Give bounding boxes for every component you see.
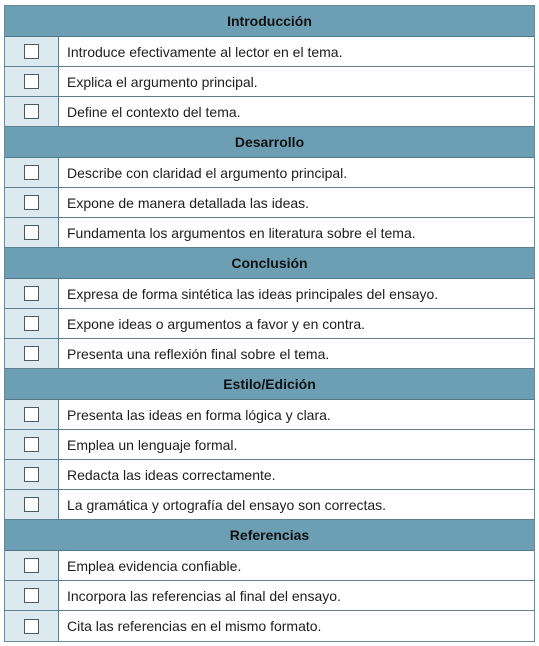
checklist-item-label: Explica el argumento principal. bbox=[59, 67, 534, 96]
checkbox[interactable] bbox=[24, 44, 39, 59]
checklist-item-label: Incorpora las referencias al final del ensayo. bbox=[59, 581, 534, 610]
checkbox[interactable] bbox=[24, 225, 39, 240]
checklist-row bbox=[5, 158, 534, 188]
checkbox-cell bbox=[5, 97, 59, 126]
checklist-item-label: Fundamenta los argumentos en literatura sobre el tema. bbox=[59, 218, 534, 247]
checklist-item-label: Cita las referencias en el mismo formato. bbox=[59, 611, 534, 641]
checkbox-cell bbox=[5, 188, 59, 217]
checkbox[interactable] bbox=[24, 74, 39, 89]
checklist-item-label: Redacta las ideas correctamente. bbox=[59, 460, 534, 489]
checklist-item-label: Expone de manera detallada las ideas. bbox=[59, 188, 534, 217]
checkbox[interactable] bbox=[24, 104, 39, 119]
checkbox-cell bbox=[5, 430, 59, 459]
checklist-item-label: Describe con claridad el argumento principal. bbox=[59, 158, 534, 187]
checklist-item-label: Define el contexto del tema. bbox=[59, 97, 534, 126]
checklist-row bbox=[5, 97, 534, 127]
checklist-row bbox=[5, 309, 534, 339]
section-header: Desarrollo bbox=[5, 127, 534, 158]
checkbox-cell bbox=[5, 218, 59, 247]
checkbox-cell bbox=[5, 309, 59, 338]
checkbox-cell bbox=[5, 339, 59, 368]
checkbox[interactable] bbox=[24, 195, 39, 210]
checkbox-cell bbox=[5, 581, 59, 610]
checklist-item-label: Introduce efectivamente al lector en el tema. bbox=[59, 37, 534, 66]
checkbox-cell bbox=[5, 551, 59, 580]
checklist-row bbox=[5, 339, 534, 369]
checklist-row bbox=[5, 37, 534, 67]
checklist-item-label: Expone ideas o argumentos a favor y en contra. bbox=[59, 309, 534, 338]
checklist-row bbox=[5, 611, 534, 641]
checkbox-cell bbox=[5, 400, 59, 429]
essay-checklist bbox=[4, 5, 535, 642]
checklist-row bbox=[5, 551, 534, 581]
checkbox[interactable] bbox=[24, 286, 39, 301]
checklist-row bbox=[5, 460, 534, 490]
checkbox[interactable] bbox=[24, 407, 39, 422]
section-header: Referencias bbox=[5, 520, 534, 551]
checkbox-cell bbox=[5, 158, 59, 187]
checklist-item-label: Presenta las ideas en forma lógica y clara. bbox=[59, 400, 534, 429]
checklist-row bbox=[5, 67, 534, 97]
checklist-row bbox=[5, 581, 534, 611]
checklist-item-label: Presenta una reflexión final sobre el tema. bbox=[59, 339, 534, 368]
checklist-row bbox=[5, 430, 534, 460]
checklist-row bbox=[5, 218, 534, 248]
checkbox[interactable] bbox=[24, 558, 39, 573]
checklist-item-label: Emplea un lenguaje formal. bbox=[59, 430, 534, 459]
checkbox[interactable] bbox=[24, 437, 39, 452]
checklist-row bbox=[5, 188, 534, 218]
checklist-row bbox=[5, 490, 534, 520]
checklist-item-label: Expresa de forma sintética las ideas principales del ensayo. bbox=[59, 279, 534, 308]
checkbox-cell bbox=[5, 279, 59, 308]
checklist-item-label: Emplea evidencia confiable. bbox=[59, 551, 534, 580]
checkbox-cell bbox=[5, 611, 59, 641]
section-header: Estilo/Edición bbox=[5, 369, 534, 400]
checkbox[interactable] bbox=[24, 316, 39, 331]
checkbox[interactable] bbox=[24, 467, 39, 482]
checkbox[interactable] bbox=[24, 588, 39, 603]
section-header: Conclusión bbox=[5, 248, 534, 279]
checkbox-cell bbox=[5, 37, 59, 66]
section-header: Introducción bbox=[5, 6, 534, 37]
checklist-row bbox=[5, 400, 534, 430]
checkbox[interactable] bbox=[24, 619, 39, 634]
checklist-item-label: La gramática y ortografía del ensayo son correctas. bbox=[59, 490, 534, 519]
checkbox[interactable] bbox=[24, 165, 39, 180]
checkbox[interactable] bbox=[24, 346, 39, 361]
checkbox-cell bbox=[5, 490, 59, 519]
checkbox-cell bbox=[5, 460, 59, 489]
checkbox-cell bbox=[5, 67, 59, 96]
checkbox[interactable] bbox=[24, 497, 39, 512]
checklist-row bbox=[5, 279, 534, 309]
